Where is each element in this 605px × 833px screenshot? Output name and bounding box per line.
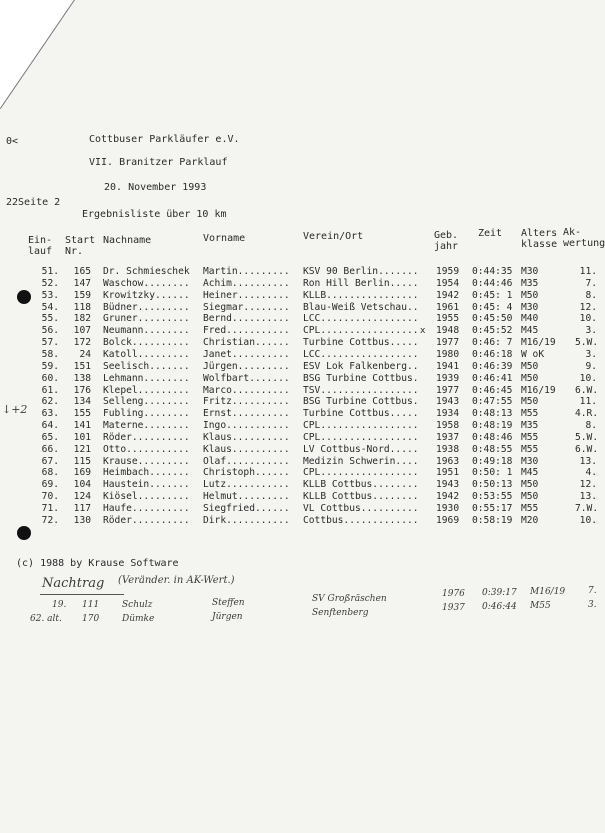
addendum-time: 0:46:44 <box>482 602 517 612</box>
row-club: Ron Hill Berlin..... <box>303 277 419 289</box>
row-age-class: M30 <box>521 301 539 313</box>
row-club: KSV 90 Berlin....... <box>303 266 419 277</box>
row-age-class: M55 <box>521 408 539 420</box>
row-start-number: 130 <box>73 514 91 526</box>
row-club: BSG Turbine Cottbus. <box>303 372 419 384</box>
row-class-rank: 8. <box>585 420 597 432</box>
row-time: 0:46:41 <box>472 372 513 384</box>
row-club: Blau-Weiß Vetschau.. <box>303 301 419 313</box>
row-class-rank: 9. <box>585 360 597 372</box>
row-time: 0:48:46 <box>472 431 513 443</box>
row-last-name: Fubling........ <box>103 408 190 420</box>
row-first-name: Ingo........... <box>203 420 290 432</box>
row-start-number: 147 <box>73 277 91 289</box>
addendum-title: Nachtrag <box>42 576 105 591</box>
copyright-line: (c) 1988 by Krause Software <box>16 558 179 569</box>
row-start-number: 101 <box>73 431 91 443</box>
row-class-rank: 6.W. <box>575 443 599 455</box>
row-position: 60. <box>41 372 59 384</box>
row-start-number: 155 <box>73 408 91 420</box>
row-club: CPL................. <box>303 467 419 479</box>
row-last-name: Haustein....... <box>103 479 190 491</box>
row-club: CPL................. <box>303 431 419 443</box>
row-birth-year: 1951 <box>436 467 460 479</box>
row-age-class: M30 <box>521 455 539 467</box>
row-time: 0:48:55 <box>472 443 513 455</box>
row-position: 64. <box>41 420 59 432</box>
row-age-class: M16/19 <box>521 337 556 349</box>
row-age-class: M50 <box>521 479 539 491</box>
row-time: 0:46: 7 <box>472 337 513 349</box>
row-club: ESV Lok Falkenberg.. <box>303 360 419 372</box>
row-birth-year: 1938 <box>436 443 460 455</box>
row-start-number: 151 <box>73 360 91 372</box>
row-birth-year: 1959 <box>436 266 460 277</box>
row-age-class: W oK <box>521 348 545 360</box>
row-time: 0:46:39 <box>472 360 513 372</box>
row-club: LCC................. <box>303 313 419 325</box>
row-birth-year: 1955 <box>436 313 460 325</box>
row-class-rank: 13. <box>579 455 597 467</box>
event-title: VII. Branitzer Parklauf <box>89 157 228 168</box>
margin-note: ↓+2 <box>2 403 28 416</box>
row-first-name: Wolfbart....... <box>203 372 290 384</box>
row-last-name: Röder.......... <box>103 431 190 443</box>
addendum-year: 1937 <box>442 603 465 613</box>
row-class-rank: 10. <box>579 514 597 526</box>
row-birth-year: 1980 <box>436 348 460 360</box>
row-position: 59. <box>41 360 59 372</box>
row-start-number: 104 <box>73 479 91 491</box>
row-class-rank: 12. <box>579 479 597 491</box>
row-birth-year: 1977 <box>436 337 460 349</box>
table-row <box>0 396 605 408</box>
row-time: 0:48:13 <box>472 408 513 420</box>
row-time: 0:44:46 <box>472 277 513 289</box>
table-row <box>0 349 605 361</box>
row-age-class: M55 <box>521 503 539 514</box>
row-time: 0:48:19 <box>472 420 513 432</box>
row-time: 0:46:45 <box>472 384 513 396</box>
row-age-class: M50 <box>521 289 539 301</box>
col-class-header: Alters klasse <box>521 228 558 250</box>
addendum-first: Jürgen <box>212 612 243 622</box>
row-position: 62. <box>41 396 59 408</box>
row-birth-year: 1934 <box>436 408 460 420</box>
row-first-name: Fritz.......... <box>203 396 290 408</box>
addendum-class: M55 <box>530 601 551 611</box>
row-club: CPL................. <box>303 420 419 432</box>
row-last-name: Waschow........ <box>103 277 190 289</box>
row-class-rank: 7.W. <box>575 503 599 514</box>
row-club: Turbine Cottbus..... <box>303 337 419 349</box>
row-time: 0:45:50 <box>472 313 513 325</box>
row-time: 0:55:17 <box>472 503 513 514</box>
row-age-class: M45 <box>521 467 539 479</box>
row-first-name: Fred........... <box>203 325 290 337</box>
row-start-number: 118 <box>73 301 91 313</box>
row-age-class: M40 <box>521 313 539 325</box>
row-club: Medizin Schwerin.... <box>303 455 419 467</box>
table-row <box>0 467 605 479</box>
row-last-name: Kiösel......... <box>103 491 190 503</box>
row-age-class: M50 <box>521 360 539 372</box>
table-row <box>0 278 605 290</box>
row-first-name: Janet.......... <box>203 348 290 360</box>
row-start-number: 169 <box>73 467 91 479</box>
table-row <box>0 408 605 420</box>
row-position: 52. <box>41 277 59 289</box>
table-row <box>0 444 605 456</box>
row-birth-year: 1961 <box>436 301 460 313</box>
corner-marker: 0< <box>6 136 19 147</box>
row-club: CPL................. <box>303 325 419 337</box>
row-class-rank: 10. <box>579 372 597 384</box>
addendum-club: Senftenberg <box>312 608 369 618</box>
table-row <box>0 432 605 444</box>
row-time: 0:50:13 <box>472 479 513 491</box>
row-birth-year: 1969 <box>436 514 460 526</box>
row-position: 71. <box>41 503 59 514</box>
row-last-name: Heimbach....... <box>103 467 190 479</box>
row-birth-year: 1977 <box>436 384 460 396</box>
addendum-class: M16/19 <box>530 587 566 597</box>
punch-hole-bottom <box>17 526 31 540</box>
row-class-rank: 4. <box>585 467 597 479</box>
row-last-name: Krause......... <box>103 455 190 467</box>
event-date: 20. November 1993 <box>104 182 207 193</box>
col-name-header: Nachname <box>103 235 152 246</box>
row-class-rank: 11. <box>579 396 597 408</box>
row-first-name: Jürgen......... <box>203 360 290 372</box>
row-position: 65. <box>41 431 59 443</box>
row-time: 0:45: 4 <box>472 301 513 313</box>
addendum-pos: 62. alt. <box>30 614 62 624</box>
row-class-rank: 4.R. <box>575 408 599 420</box>
addendum-club: SV Großräschen <box>312 594 387 604</box>
row-position: 70. <box>41 491 59 503</box>
row-last-name: Seelisch....... <box>103 360 190 372</box>
table-row <box>0 373 605 385</box>
table-row <box>0 479 605 491</box>
row-first-name: Klaus.......... <box>203 431 290 443</box>
row-club: KLLB Cottbus........ <box>303 491 419 503</box>
row-position: 55. <box>41 313 59 325</box>
row-birth-year: 1941 <box>436 360 460 372</box>
col-club-header: Verein/Ort <box>303 231 364 242</box>
row-start-number: 117 <box>73 503 91 514</box>
row-start-number: 24 <box>79 348 91 360</box>
row-birth-year: 1942 <box>436 491 460 503</box>
table-row <box>0 503 605 515</box>
row-last-name: Neumann........ <box>103 325 190 337</box>
row-position: 61. <box>41 384 59 396</box>
row-time: 0:45: 1 <box>472 289 513 301</box>
row-age-class: M55 <box>521 443 539 455</box>
row-age-class: M35 <box>521 420 539 432</box>
row-class-rank: 8. <box>585 289 597 301</box>
row-club: LCC................. <box>303 348 419 360</box>
row-position: 63. <box>41 408 59 420</box>
row-birth-year: 1958 <box>436 420 460 432</box>
row-start-number: 182 <box>73 313 91 325</box>
row-club: BSG Turbine Cottbus. <box>303 396 419 408</box>
row-age-class: M55 <box>521 431 539 443</box>
row-birth-year: 1948 <box>436 325 460 337</box>
row-last-name: Dr. Schmieschek <box>103 266 190 277</box>
table-row <box>0 515 605 527</box>
row-start-number: 176 <box>73 384 91 396</box>
row-class-rank: 7. <box>585 277 597 289</box>
row-start-number: 172 <box>73 337 91 349</box>
row-first-name: Siegmar........ <box>203 301 290 313</box>
row-age-class: M35 <box>521 277 539 289</box>
col-pos-header: Ein- lauf <box>28 235 53 257</box>
row-position: 69. <box>41 479 59 491</box>
row-club: LV Cottbus-Nord..... <box>303 443 419 455</box>
row-last-name: Krowitzky...... <box>103 289 190 301</box>
row-start-number: 138 <box>73 372 91 384</box>
row-class-rank: 11. <box>579 266 597 277</box>
col-year-header: Geb. jahr <box>434 230 459 252</box>
row-club: KLLB Cottbus........ <box>303 479 419 491</box>
col-first-header: Vorname <box>203 233 246 244</box>
row-time: 0:45:52 <box>472 325 513 337</box>
col-rank-header: Ak- wertung <box>563 227 605 249</box>
club-title: Cottbuser Parkläufer e.V. <box>89 134 240 145</box>
row-first-name: Christoph...... <box>203 467 290 479</box>
row-time: 0:46:18 <box>472 348 513 360</box>
table-row <box>0 491 605 503</box>
punch-hole-top <box>17 290 31 304</box>
row-time: 0:53:55 <box>472 491 513 503</box>
row-age-class: M20 <box>521 514 539 526</box>
row-first-name: Klaus.......... <box>203 443 290 455</box>
row-first-name: Martin......... <box>203 266 290 277</box>
row-first-name: Achim.......... <box>203 277 290 289</box>
page-number: 22Seite 2 <box>6 197 61 208</box>
row-club: KLLB................ <box>303 289 419 301</box>
table-row <box>0 266 605 278</box>
row-start-number: 107 <box>73 325 91 337</box>
row-start-number: 124 <box>73 491 91 503</box>
addendum-rank: 7. <box>588 586 597 596</box>
table-row <box>0 361 605 373</box>
table-row <box>0 420 605 432</box>
row-class-rank: 3. <box>585 348 597 360</box>
row-first-name: Helmut......... <box>203 491 290 503</box>
addendum-underline <box>40 594 124 595</box>
row-first-name: Christian...... <box>203 337 290 349</box>
row-position: 57. <box>41 337 59 349</box>
addendum-time: 0:39:17 <box>482 588 517 598</box>
row-first-name: Bernd.......... <box>203 313 290 325</box>
row-first-name: Ernst.......... <box>203 408 290 420</box>
row-last-name: Röder.......... <box>103 514 190 526</box>
addendum-rank: 3. <box>588 600 597 610</box>
row-mark: x <box>420 326 426 337</box>
row-age-class: M30 <box>521 266 539 277</box>
row-start-number: 141 <box>73 420 91 432</box>
row-last-name: Lehmann........ <box>103 372 190 384</box>
row-time: 0:58:19 <box>472 514 513 526</box>
row-birth-year: 1939 <box>436 372 460 384</box>
row-class-rank: 10. <box>579 313 597 325</box>
row-last-name: Gruner......... <box>103 313 190 325</box>
row-last-name: Selleng........ <box>103 396 190 408</box>
row-class-rank: 5.W. <box>575 337 599 349</box>
table-row <box>0 302 605 314</box>
addendum-start: 111 <box>82 600 100 610</box>
row-last-name: Haufe.......... <box>103 503 190 514</box>
row-class-rank: 13. <box>579 491 597 503</box>
row-birth-year: 1937 <box>436 431 460 443</box>
row-first-name: Olaf........... <box>203 455 290 467</box>
row-first-name: Marco.......... <box>203 384 290 396</box>
table-row <box>0 290 605 302</box>
addendum-pos: 19. <box>52 600 67 610</box>
row-start-number: 134 <box>73 396 91 408</box>
table-row <box>0 385 605 397</box>
row-start-number: 159 <box>73 289 91 301</box>
addendum-first: Steffen <box>212 598 245 608</box>
row-class-rank: 3. <box>585 325 597 337</box>
row-club: TSV................. <box>303 384 419 396</box>
row-club: Turbine Cottbus..... <box>303 408 419 420</box>
table-row <box>0 337 605 349</box>
table-row <box>0 313 605 325</box>
row-time: 0:47:55 <box>472 396 513 408</box>
row-class-rank: 5.W. <box>575 431 599 443</box>
row-last-name: Katoll......... <box>103 348 190 360</box>
row-birth-year: 1943 <box>436 396 460 408</box>
col-time-header: Zeit <box>478 228 503 239</box>
row-position: 67. <box>41 455 59 467</box>
row-class-rank: 6.W. <box>575 384 599 396</box>
row-age-class: M45 <box>521 325 539 337</box>
row-last-name: Klepel......... <box>103 384 190 396</box>
row-birth-year: 1963 <box>436 455 460 467</box>
row-first-name: Lutz........... <box>203 479 290 491</box>
row-birth-year: 1942 <box>436 289 460 301</box>
row-last-name: Büdner......... <box>103 301 190 313</box>
row-position: 68. <box>41 467 59 479</box>
addendum-note: (Veränder. in AK-Wert.) <box>118 575 235 586</box>
row-position: 53. <box>41 289 59 301</box>
row-position: 72. <box>41 514 59 526</box>
row-class-rank: 12. <box>579 301 597 313</box>
row-age-class: M50 <box>521 491 539 503</box>
row-time: 0:50: 1 <box>472 467 513 479</box>
addendum-name: Schulz <box>122 600 153 610</box>
row-position: 56. <box>41 325 59 337</box>
row-last-name: Bolck.......... <box>103 337 190 349</box>
page-fold-corner <box>0 0 75 110</box>
row-position: 58. <box>41 348 59 360</box>
row-birth-year: 1954 <box>436 277 460 289</box>
addendum-start: 170 <box>82 614 100 624</box>
row-last-name: Otto........... <box>103 443 190 455</box>
row-age-class: M50 <box>521 372 539 384</box>
table-row <box>0 456 605 468</box>
row-start-number: 115 <box>73 455 91 467</box>
row-first-name: Heiner......... <box>203 289 290 301</box>
row-position: 66. <box>41 443 59 455</box>
col-start-header: Start Nr. <box>65 235 96 257</box>
row-birth-year: 1930 <box>436 503 460 514</box>
row-time: 0:49:18 <box>472 455 513 467</box>
row-first-name: Dirk........... <box>203 514 290 526</box>
row-start-number: 165 <box>73 266 91 277</box>
addendum-year: 1976 <box>442 589 465 599</box>
row-last-name: Materne........ <box>103 420 190 432</box>
row-time: 0:44:35 <box>472 266 513 277</box>
row-club: VL Cottbus.......... <box>303 503 419 514</box>
row-first-name: Siegfried...... <box>203 503 290 514</box>
table-row <box>0 325 605 337</box>
row-position: 54. <box>41 301 59 313</box>
row-age-class: M50 <box>521 396 539 408</box>
row-start-number: 121 <box>73 443 91 455</box>
row-birth-year: 1943 <box>436 479 460 491</box>
addendum-name: Dümke <box>122 614 155 624</box>
row-club: Cottbus............. <box>303 514 419 526</box>
list-title: Ergebnisliste über 10 km <box>82 209 227 220</box>
row-age-class: M16/19 <box>521 384 556 396</box>
row-position: 51. <box>41 266 59 277</box>
